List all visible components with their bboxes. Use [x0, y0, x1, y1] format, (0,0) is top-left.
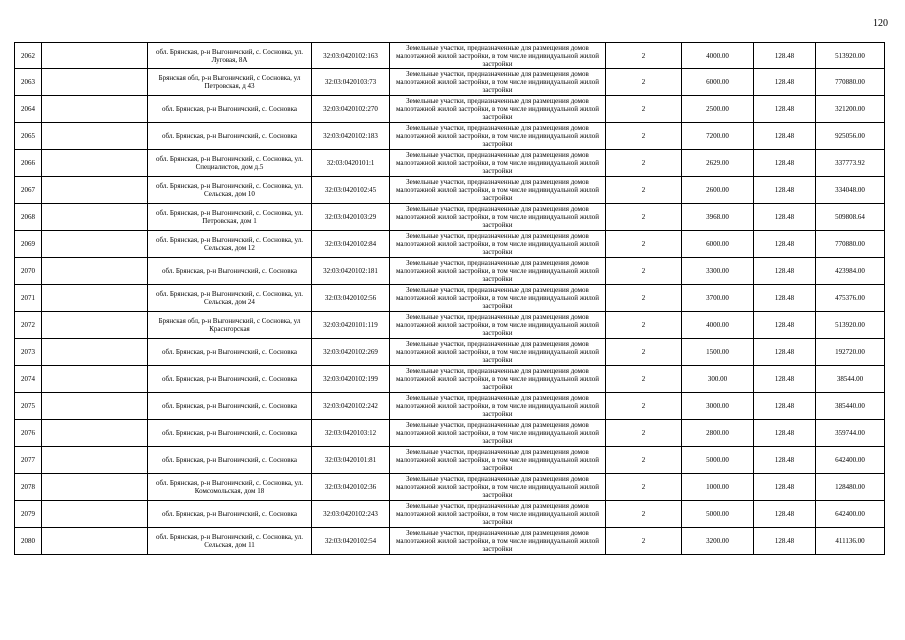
- cadastral-value-cell: 337773.92: [816, 150, 885, 177]
- permitted-use-cell: Земельные участки, предназначенные для размещения домов малоэтажной жилой застройки, в том числе индивидуальной жилой застройки: [390, 177, 606, 204]
- cadastral-value-cell: 321200.00: [816, 96, 885, 123]
- specific-value-cell: 128.48: [754, 339, 816, 366]
- cadastral-number-cell: 32:03:0420101:1: [312, 150, 390, 177]
- specific-value-cell: 128.48: [754, 474, 816, 501]
- group-cell: 2: [606, 123, 682, 150]
- address-cell: обл. Брянская, р-н Выгоничский, с. Сосновка: [148, 420, 312, 447]
- address-cell: обл. Брянская, р-н Выгоничский, с. Сосновка: [148, 366, 312, 393]
- spacer-cell: [42, 96, 148, 123]
- row-number-cell: 2067: [15, 177, 42, 204]
- table-row: [15, 177, 885, 204]
- cadastral-number-cell: 32:03:0420102:45: [312, 177, 390, 204]
- specific-value-cell: 128.48: [754, 528, 816, 555]
- permitted-use-cell: Земельные участки, предназначенные для размещения домов малоэтажной жилой застройки, в том числе индивидуальной жилой застройки: [390, 474, 606, 501]
- table-row: [15, 258, 885, 285]
- cadastral-value-cell: 423984.00: [816, 258, 885, 285]
- area-cell: 5000.00: [682, 501, 754, 528]
- address-cell: обл. Брянская, р-н Выгоничский, с. Сосновка: [148, 447, 312, 474]
- address-cell: обл. Брянская, р-н Выгоничский, с. Сосновка: [148, 123, 312, 150]
- group-cell: 2: [606, 258, 682, 285]
- permitted-use-cell: Земельные участки, предназначенные для размещения домов малоэтажной жилой застройки, в том числе индивидуальной жилой застройки: [390, 96, 606, 123]
- area-cell: 2800.00: [682, 420, 754, 447]
- row-number-cell: 2071: [15, 285, 42, 312]
- group-cell: 2: [606, 43, 682, 69]
- area-cell: 3000.00: [682, 393, 754, 420]
- table-row: [15, 366, 885, 393]
- address-cell: обл. Брянская, р-н Выгоничский, с. Сосновка, ул. Петровская, дом 1: [148, 204, 312, 231]
- permitted-use-cell: Земельные участки, предназначенные для размещения домов малоэтажной жилой застройки, в том числе индивидуальной жилой застройки: [390, 501, 606, 528]
- specific-value-cell: 128.48: [754, 447, 816, 474]
- cadastral-value-cell: 770880.00: [816, 69, 885, 96]
- row-number-cell: 2074: [15, 366, 42, 393]
- table-row: [15, 312, 885, 339]
- cadastral-value-cell: 192720.00: [816, 339, 885, 366]
- row-number-cell: 2080: [15, 528, 42, 555]
- spacer-cell: [42, 447, 148, 474]
- table-body: [15, 43, 885, 555]
- specific-value-cell: 128.48: [754, 177, 816, 204]
- area-cell: 300.00: [682, 366, 754, 393]
- row-number-cell: 2062: [15, 43, 42, 69]
- specific-value-cell: 128.48: [754, 501, 816, 528]
- cadastral-number-cell: 32:03:0420101:81: [312, 447, 390, 474]
- table-row: [15, 393, 885, 420]
- cadastral-number-cell: 32:03:0420102:270: [312, 96, 390, 123]
- area-cell: 4000.00: [682, 43, 754, 69]
- spacer-cell: [42, 393, 148, 420]
- permitted-use-cell: Земельные участки, предназначенные для размещения домов малоэтажной жилой застройки, в том числе индивидуальной жилой застройки: [390, 204, 606, 231]
- cadastral-value-cell: 475376.00: [816, 285, 885, 312]
- group-cell: 2: [606, 420, 682, 447]
- row-number-cell: 2077: [15, 447, 42, 474]
- row-number-cell: 2065: [15, 123, 42, 150]
- row-number-cell: 2070: [15, 258, 42, 285]
- area-cell: 3968.00: [682, 204, 754, 231]
- row-number-cell: 2064: [15, 96, 42, 123]
- row-number-cell: 2066: [15, 150, 42, 177]
- area-cell: 4000.00: [682, 312, 754, 339]
- address-cell: обл. Брянская, р-н Выгоничский, с. Сосновка, ул. Специалистов, дом д.5: [148, 150, 312, 177]
- group-cell: 2: [606, 501, 682, 528]
- area-cell: 2600.00: [682, 177, 754, 204]
- cadastral-value-cell: 509808.64: [816, 204, 885, 231]
- address-cell: обл. Брянская, р-н Выгоничский, с. Сосновка: [148, 258, 312, 285]
- group-cell: 2: [606, 528, 682, 555]
- cadastral-value-cell: 925056.00: [816, 123, 885, 150]
- row-number-cell: 2063: [15, 69, 42, 96]
- spacer-cell: [42, 204, 148, 231]
- permitted-use-cell: Земельные участки, предназначенные для размещения домов малоэтажной жилой застройки, в том числе индивидуальной жилой застройки: [390, 366, 606, 393]
- address-cell: обл. Брянская, р-н Выгоничский, с. Сосновка: [148, 501, 312, 528]
- permitted-use-cell: Земельные участки, предназначенные для размещения домов малоэтажной жилой застройки, в том числе индивидуальной жилой застройки: [390, 339, 606, 366]
- cadastral-value-cell: 411136.00: [816, 528, 885, 555]
- spacer-cell: [42, 177, 148, 204]
- cadastral-number-cell: 32:03:0420102:242: [312, 393, 390, 420]
- area-cell: 6000.00: [682, 69, 754, 96]
- group-cell: 2: [606, 474, 682, 501]
- group-cell: 2: [606, 393, 682, 420]
- cadastral-number-cell: 32:03:0420103:12: [312, 420, 390, 447]
- row-number-cell: 2078: [15, 474, 42, 501]
- spacer-cell: [42, 43, 148, 69]
- cadastral-number-cell: 32:03:0420102:56: [312, 285, 390, 312]
- group-cell: 2: [606, 231, 682, 258]
- group-cell: 2: [606, 96, 682, 123]
- row-number-cell: 2075: [15, 393, 42, 420]
- address-cell: обл. Брянская, р-н Выгоничский, с. Сосновка, ул. Сельская, дом 24: [148, 285, 312, 312]
- permitted-use-cell: Земельные участки, предназначенные для размещения домов малоэтажной жилой застройки, в том числе индивидуальной жилой застройки: [390, 447, 606, 474]
- area-cell: 2629.00: [682, 150, 754, 177]
- permitted-use-cell: Земельные участки, предназначенные для размещения домов малоэтажной жилой застройки, в том числе индивидуальной жилой застройки: [390, 528, 606, 555]
- group-cell: 2: [606, 339, 682, 366]
- area-cell: 1500.00: [682, 339, 754, 366]
- cadastral-number-cell: 32:03:0420102:84: [312, 231, 390, 258]
- table-row: [15, 501, 885, 528]
- land-parcel-table: [14, 42, 885, 555]
- spacer-cell: [42, 150, 148, 177]
- area-cell: 6000.00: [682, 231, 754, 258]
- table-row: [15, 204, 885, 231]
- cadastral-number-cell: 32:03:0420103:29: [312, 204, 390, 231]
- permitted-use-cell: Земельные участки, предназначенные для размещения домов малоэтажной жилой застройки, в том числе индивидуальной жилой застройки: [390, 231, 606, 258]
- cadastral-number-cell: 32:03:0420102:36: [312, 474, 390, 501]
- specific-value-cell: 128.48: [754, 393, 816, 420]
- group-cell: 2: [606, 204, 682, 231]
- cadastral-number-cell: 32:03:0420102:243: [312, 501, 390, 528]
- cadastral-value-cell: 385440.00: [816, 393, 885, 420]
- area-cell: 1000.00: [682, 474, 754, 501]
- area-cell: 7200.00: [682, 123, 754, 150]
- cadastral-value-cell: 770880.00: [816, 231, 885, 258]
- cadastral-value-cell: 359744.00: [816, 420, 885, 447]
- cadastral-value-cell: 334048.00: [816, 177, 885, 204]
- table-row: [15, 69, 885, 96]
- spacer-cell: [42, 420, 148, 447]
- group-cell: 2: [606, 177, 682, 204]
- address-cell: обл. Брянская, р-н Выгоничский, с. Сосновка, ул. Сельская, дом 12: [148, 231, 312, 258]
- cadastral-number-cell: 32:03:0420102:163: [312, 43, 390, 69]
- specific-value-cell: 128.48: [754, 258, 816, 285]
- address-cell: обл. Брянская, р-н Выгоничский, с. Сосновка: [148, 393, 312, 420]
- specific-value-cell: 128.48: [754, 150, 816, 177]
- specific-value-cell: 128.48: [754, 420, 816, 447]
- cadastral-number-cell: 32:03:0420101:119: [312, 312, 390, 339]
- cadastral-number-cell: 32:03:0420102:183: [312, 123, 390, 150]
- row-number-cell: 2072: [15, 312, 42, 339]
- cadastral-number-cell: 32:03:0420102:199: [312, 366, 390, 393]
- spacer-cell: [42, 528, 148, 555]
- cadastral-number-cell: 32:03:0420102:269: [312, 339, 390, 366]
- address-cell: обл. Брянская, р-н Выгоничский, с. Сосновка, ул. Сельская, дом 10: [148, 177, 312, 204]
- permitted-use-cell: Земельные участки, предназначенные для размещения домов малоэтажной жилой застройки, в том числе индивидуальной жилой застройки: [390, 43, 606, 69]
- row-number-cell: 2073: [15, 339, 42, 366]
- cadastral-value-cell: 38544.00: [816, 366, 885, 393]
- table-row: [15, 96, 885, 123]
- cadastral-number-cell: 32:03:0420102:54: [312, 528, 390, 555]
- group-cell: 2: [606, 285, 682, 312]
- group-cell: 2: [606, 69, 682, 96]
- spacer-cell: [42, 123, 148, 150]
- address-cell: обл. Брянская, р-н Выгоничский, с. Сосновка, ул. Луговая, 8А: [148, 43, 312, 69]
- row-number-cell: 2079: [15, 501, 42, 528]
- spacer-cell: [42, 366, 148, 393]
- spacer-cell: [42, 69, 148, 96]
- cadastral-value-cell: 513920.00: [816, 312, 885, 339]
- specific-value-cell: 128.48: [754, 312, 816, 339]
- area-cell: 2500.00: [682, 96, 754, 123]
- address-cell: обл. Брянская, р-н Выгоничский, с. Сосновка: [148, 339, 312, 366]
- spacer-cell: [42, 501, 148, 528]
- cadastral-number-cell: 32:03:0420102:181: [312, 258, 390, 285]
- table-row: [15, 150, 885, 177]
- cadastral-number-cell: 32:03:0420103:73: [312, 69, 390, 96]
- spacer-cell: [42, 474, 148, 501]
- permitted-use-cell: Земельные участки, предназначенные для размещения домов малоэтажной жилой застройки, в том числе индивидуальной жилой застройки: [390, 393, 606, 420]
- specific-value-cell: 128.48: [754, 43, 816, 69]
- cadastral-value-cell: 642400.00: [816, 501, 885, 528]
- specific-value-cell: 128.48: [754, 96, 816, 123]
- specific-value-cell: 128.48: [754, 123, 816, 150]
- table-row: [15, 447, 885, 474]
- address-cell: обл. Брянская, р-н Выгоничский, с. Сосновка, ул. Комсомольская, дом 18: [148, 474, 312, 501]
- group-cell: 2: [606, 312, 682, 339]
- spacer-cell: [42, 312, 148, 339]
- area-cell: 3200.00: [682, 528, 754, 555]
- permitted-use-cell: Земельные участки, предназначенные для размещения домов малоэтажной жилой застройки, в том числе индивидуальной жилой застройки: [390, 420, 606, 447]
- specific-value-cell: 128.48: [754, 231, 816, 258]
- area-cell: 3300.00: [682, 258, 754, 285]
- permitted-use-cell: Земельные участки, предназначенные для размещения домов малоэтажной жилой застройки, в том числе индивидуальной жилой застройки: [390, 123, 606, 150]
- specific-value-cell: 128.48: [754, 366, 816, 393]
- cadastral-value-cell: 128480.00: [816, 474, 885, 501]
- table-row: [15, 339, 885, 366]
- cadastral-value-cell: 513920.00: [816, 43, 885, 69]
- specific-value-cell: 128.48: [754, 69, 816, 96]
- table-row: [15, 43, 885, 69]
- permitted-use-cell: Земельные участки, предназначенные для размещения домов малоэтажной жилой застройки, в том числе индивидуальной жилой застройки: [390, 69, 606, 96]
- area-cell: 3700.00: [682, 285, 754, 312]
- group-cell: 2: [606, 150, 682, 177]
- page-number: 120: [873, 18, 888, 29]
- row-number-cell: 2069: [15, 231, 42, 258]
- group-cell: 2: [606, 366, 682, 393]
- permitted-use-cell: Земельные участки, предназначенные для размещения домов малоэтажной жилой застройки, в том числе индивидуальной жилой застройки: [390, 312, 606, 339]
- specific-value-cell: 128.48: [754, 285, 816, 312]
- permitted-use-cell: Земельные участки, предназначенные для размещения домов малоэтажной жилой застройки, в том числе индивидуальной жилой застройки: [390, 285, 606, 312]
- row-number-cell: 2068: [15, 204, 42, 231]
- address-cell: Брянская обл, р-н Выгоничский, с Сосновка, ул Краснгорская: [148, 312, 312, 339]
- specific-value-cell: 128.48: [754, 204, 816, 231]
- table-row: [15, 528, 885, 555]
- spacer-cell: [42, 339, 148, 366]
- spacer-cell: [42, 231, 148, 258]
- area-cell: 5000.00: [682, 447, 754, 474]
- row-number-cell: 2076: [15, 420, 42, 447]
- cadastral-value-cell: 642400.00: [816, 447, 885, 474]
- permitted-use-cell: Земельные участки, предназначенные для размещения домов малоэтажной жилой застройки, в том числе индивидуальной жилой застройки: [390, 150, 606, 177]
- table-row: [15, 474, 885, 501]
- table-row: [15, 231, 885, 258]
- table-row: [15, 123, 885, 150]
- spacer-cell: [42, 285, 148, 312]
- table-row: [15, 285, 885, 312]
- address-cell: обл. Брянская, р-н Выгоничский, с. Сосновка, ул. Сельская, дом 11: [148, 528, 312, 555]
- spacer-cell: [42, 258, 148, 285]
- table-row: [15, 420, 885, 447]
- address-cell: Брянская обл, р-н Выгоничский, с Сосновка, ул Петровская, д 43: [148, 69, 312, 96]
- permitted-use-cell: Земельные участки, предназначенные для размещения домов малоэтажной жилой застройки, в том числе индивидуальной жилой застройки: [390, 258, 606, 285]
- group-cell: 2: [606, 447, 682, 474]
- address-cell: обл. Брянская, р-н Выгоничский, с. Сосновка: [148, 96, 312, 123]
